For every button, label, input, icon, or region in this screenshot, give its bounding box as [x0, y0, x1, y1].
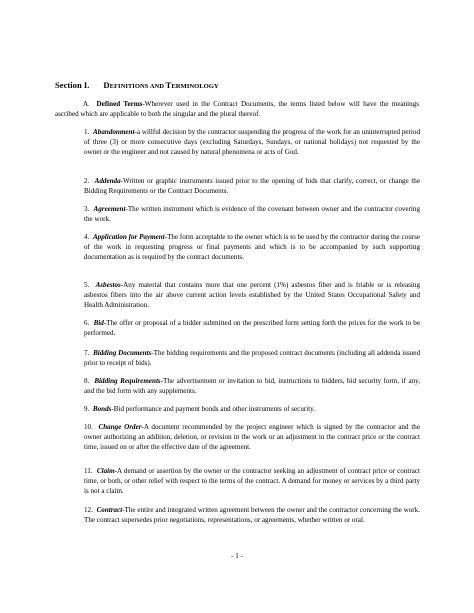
- definition-item: [84, 281, 420, 311]
- intro-paragraph: [55, 100, 419, 120]
- item-term: Abandonment: [93, 128, 135, 136]
- item-text: -The entire and integrated written agreement between the owner and the contractor concerning the work. The contract supersedes prior negotiations, representations, or agreements, whether written or oral.: [84, 506, 420, 524]
- definition-item: [84, 205, 420, 225]
- section-number: Section I.: [55, 80, 90, 90]
- item-term: Bonds: [92, 405, 112, 413]
- item-text: -A document recommended by the project engineer which is signed by the contractor and the owner authorizing an addition, deletion, or revision in the work or an adjustment in the contract price or the contract time, issued on or after the effective date of the agreement.: [84, 423, 420, 451]
- item-number: 2.: [84, 177, 90, 185]
- item-number: 8.: [84, 377, 90, 385]
- item-number: 9.: [84, 405, 90, 413]
- definition-item: [84, 177, 420, 197]
- item-term: Contract: [96, 506, 123, 514]
- item-text: -a willful decision by the contractor suspending the progress of the work for an uninterrupted period of three (3) or more consecutive days (excluding Saturdays, Sundays, or national holidays) not requested by the owner or the engineer and not caused by natural phenomena or acts of God.: [84, 128, 420, 156]
- intro-text: -Wherever used in the Contract Documents, the terms listed below will have the meanings ascribed which are applicable to both the singular and the plural thereof.: [55, 100, 420, 118]
- item-number: 6.: [84, 319, 90, 327]
- intro-label: A.: [83, 100, 90, 108]
- page-number: - 1 -: [231, 552, 243, 560]
- item-term: Change Order: [98, 423, 142, 431]
- item-text: -A demand or assertion by the owner or the contractor seeking an adjustment of contract price or contract time, or both, or other relief with respect to the terms of the contract. A demand for money or services by a third party is not a claim.: [84, 467, 420, 495]
- item-number: 4.: [84, 233, 90, 241]
- item-number: 10.: [84, 423, 93, 431]
- intro-term: Defined Terms: [96, 100, 143, 108]
- definition-item: [84, 467, 420, 497]
- definition-item: [84, 377, 420, 397]
- item-term: Bidding Documents: [93, 349, 152, 357]
- item-term: Asbestos: [95, 281, 121, 289]
- item-term: Addenda: [94, 177, 121, 185]
- definition-item: [84, 319, 420, 339]
- item-text: -The written instrument which is evidence of the covenant between owner and the contractor covering the work.: [84, 205, 420, 223]
- item-number: 12.: [84, 506, 93, 514]
- item-number: 1.: [84, 128, 90, 136]
- section-heading: [55, 80, 219, 90]
- definition-item: [84, 349, 420, 369]
- item-text: -The advertisement or invitation to bid, instructions to bidders, bid security form, if any, and the bid form with any supplements.: [84, 377, 421, 395]
- item-number: 11.: [84, 467, 93, 475]
- definition-item: [84, 233, 420, 263]
- item-number: 5.: [84, 281, 90, 289]
- item-number: 3.: [84, 205, 90, 213]
- definition-item: [84, 405, 420, 415]
- definition-item: [84, 506, 420, 526]
- item-term: Bidding Requirements: [94, 377, 161, 385]
- definition-item: [84, 128, 420, 158]
- section-title: DEFINITIONS AND TERMINOLOGY: [103, 80, 219, 90]
- item-text: -The bidding requirements and the proposed contract documents (including all addenda issued prior to receipt of bids).: [84, 349, 421, 367]
- item-text: -The form acceptable to the owner which is to be used by the contractor during the course of the work in requesting progress or final payments and which is to be accompanied by such supporting documentation as is required by the contract documents.: [84, 233, 421, 261]
- item-term: Claim: [96, 467, 115, 475]
- item-text: -The offer or proposal of a bidder submitted on the prescribed form setting forth the prices for the work to be performed.: [84, 319, 420, 337]
- item-term: Application for Payment: [92, 233, 165, 241]
- definition-item: [84, 423, 420, 453]
- item-text: -Any material that contains more that one percent (1%) asbestos fiber and is friable or is releasing asbestos fibers into the air above current action levels established by the United States Occupational Safety and Health Administration.: [84, 281, 420, 309]
- item-text: -Written or graphic instruments issued prior to the opening of bids that clarify, correct, or change the Bidding Requirements or the Contract Documents.: [84, 177, 421, 195]
- item-term: Agreement: [93, 205, 126, 213]
- item-text: -Bid performance and payment bonds and other instruments of security.: [111, 405, 316, 413]
- item-number: 7.: [84, 349, 90, 357]
- item-term: Bid: [93, 319, 104, 327]
